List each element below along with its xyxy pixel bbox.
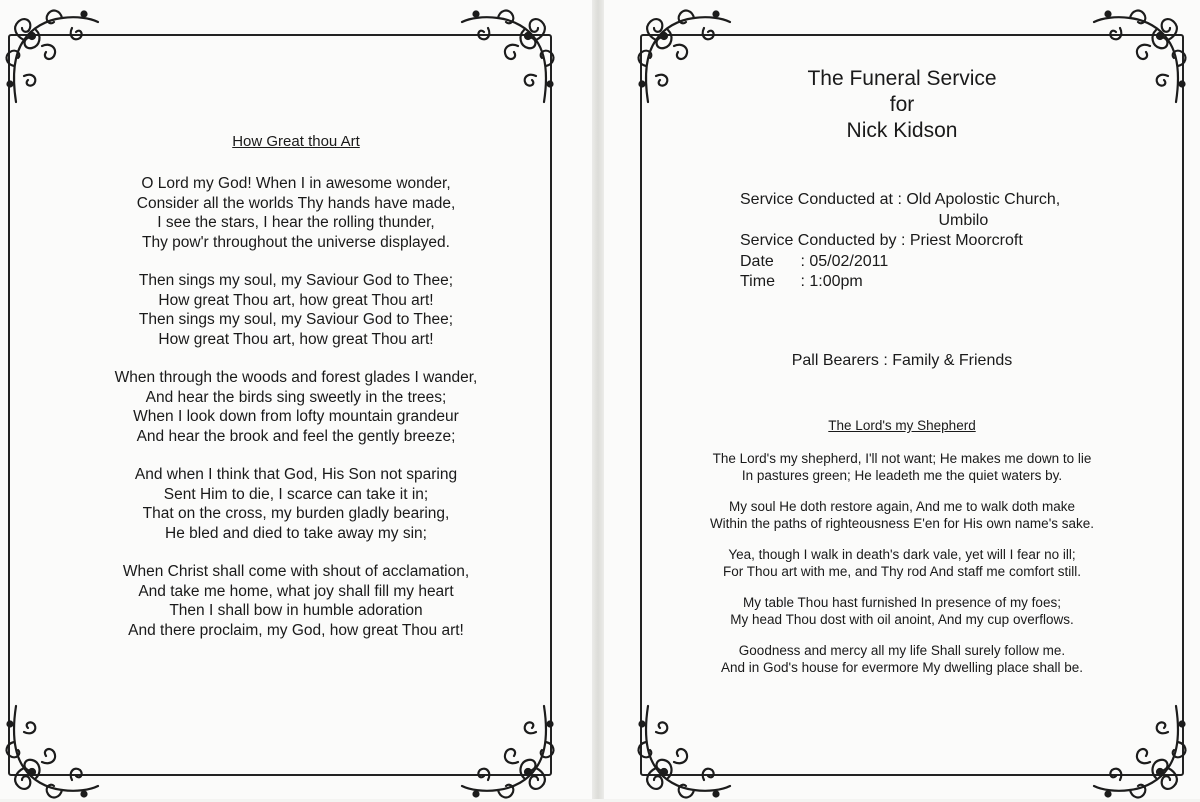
corner-ornament — [458, 6, 558, 106]
date-row — [740, 252, 1060, 273]
time-value: : 1:00pm — [800, 273, 863, 290]
verse-line: Then sings my soul, my Saviour God to Thee; — [138, 272, 454, 289]
verse-line: Thy pow'r throughout the universe displayed. — [142, 233, 450, 251]
page-fold — [592, 0, 604, 799]
corner-ornament — [2, 702, 102, 802]
time-row — [740, 272, 1060, 293]
verse-line: How great Thou art, how great Thou art! — [158, 330, 434, 348]
left-page — [0, 0, 592, 799]
hymn-title: How Great thou Art — [232, 133, 360, 150]
stanza — [0, 465, 592, 543]
verse-line: For Thou art with me, and Thy rod And staff me comfort still. — [723, 564, 1081, 579]
verse-line: Then sings my soul, my Saviour God to Thee; — [138, 311, 454, 328]
verse-line: I see the stars, I hear the rolling thunder, — [157, 214, 435, 231]
stanza — [604, 594, 1200, 628]
conducted-by-label: Service Conducted by — [740, 232, 897, 249]
conducted-by-value: : Priest Moorcroft — [900, 232, 1023, 249]
stanza — [604, 450, 1200, 484]
verse-line: And there proclaim, my God, how great Thou art! — [128, 621, 464, 639]
verse-line: My head Thou dost with oil anoint, And my cup overflows. — [730, 612, 1074, 627]
verse-line: When through the woods and forest glades I wander, — [114, 369, 478, 386]
verse-line: And in God's house for evermore My dwelling place shall be. — [720, 660, 1083, 675]
verse-line: And hear the birds sing sweetly in the trees; — [145, 388, 447, 406]
verse-line: Yea, though I walk in death's dark vale, yet will I fear no ill; — [728, 547, 1076, 562]
stanza — [0, 368, 592, 446]
conducted-at-value: : Old Apolostic Church, — [897, 191, 1061, 208]
pall-bearers: Pall Bearers : Family & Friends — [791, 352, 1013, 369]
stanza — [0, 174, 592, 252]
title-line: Nick Kidson — [846, 119, 958, 142]
corner-ornament — [1090, 702, 1190, 802]
verse-line: Sent Him to die, I scarce can take it in; — [163, 485, 429, 503]
corner-ornament — [458, 702, 558, 802]
hymn-title: The Lord's my Shepherd — [828, 418, 976, 433]
verse-line: Then I shall bow in humble adoration — [169, 602, 423, 619]
corner-ornament — [2, 6, 102, 106]
conducted-at-label: Service Conducted at — [740, 191, 893, 208]
stanza-list — [0, 174, 592, 640]
title-line: The Funeral Service — [807, 67, 997, 90]
stanza — [604, 642, 1200, 676]
verse-line: Within the paths of righteousness E'en for His own name's sake. — [709, 516, 1095, 531]
verse-line: When I look down from lofty mountain grandeur — [133, 408, 459, 425]
right-page — [604, 0, 1200, 799]
corner-ornament — [634, 702, 734, 802]
verse-line: My table Thou hast furnished In presence of my foes; — [743, 595, 1061, 610]
stanza — [0, 271, 592, 349]
verse-line: How great Thou art, how great Thou art! — [158, 291, 434, 309]
verse-line: O Lord my God! When I in awesome wonder, — [141, 175, 451, 192]
service-details — [740, 190, 1060, 293]
hymn-lords-my-shepherd — [604, 418, 1200, 690]
stanza-list — [604, 450, 1200, 676]
date-value: : 05/02/2011 — [800, 252, 889, 270]
stanza — [604, 498, 1200, 532]
hymn-how-great-thou-art — [0, 133, 592, 659]
verse-line: That on the cross, my burden gladly bearing, — [142, 505, 450, 522]
verse-line: He bled and died to take away my sin; — [165, 524, 427, 542]
time-label: Time — [740, 273, 775, 290]
verse-line: When Christ shall come with shout of acclamation, — [122, 563, 470, 580]
conducted-by-row — [740, 231, 1060, 252]
verse-line: And when I think that God, His Son not sparing — [134, 466, 458, 483]
verse-line: My soul He doth restore again, And me to walk doth make — [729, 499, 1075, 514]
conducted-at-row-2 — [740, 211, 1060, 232]
verse-line: In pastures green; He leadeth me the quiet waters by. — [741, 468, 1063, 483]
date-label: Date — [740, 252, 774, 270]
verse-line: Goodness and mercy all my life Shall surely follow me. — [738, 643, 1066, 658]
conducted-at-value-2: Umbilo — [938, 211, 989, 229]
conducted-at-row — [740, 190, 1060, 211]
service-title — [604, 66, 1200, 144]
verse-line: And take me home, what joy shall fill my heart — [138, 582, 454, 600]
verse-line: Consider all the worlds Thy hands have made, — [136, 194, 456, 212]
stanza — [0, 562, 592, 640]
verse-line: And hear the brook and feel the gently breeze; — [136, 427, 456, 445]
verse-line: The Lord's my shepherd, I'll not want; He makes me down to lie — [712, 451, 1092, 466]
stanza — [604, 546, 1200, 580]
title-line: for — [889, 93, 915, 116]
